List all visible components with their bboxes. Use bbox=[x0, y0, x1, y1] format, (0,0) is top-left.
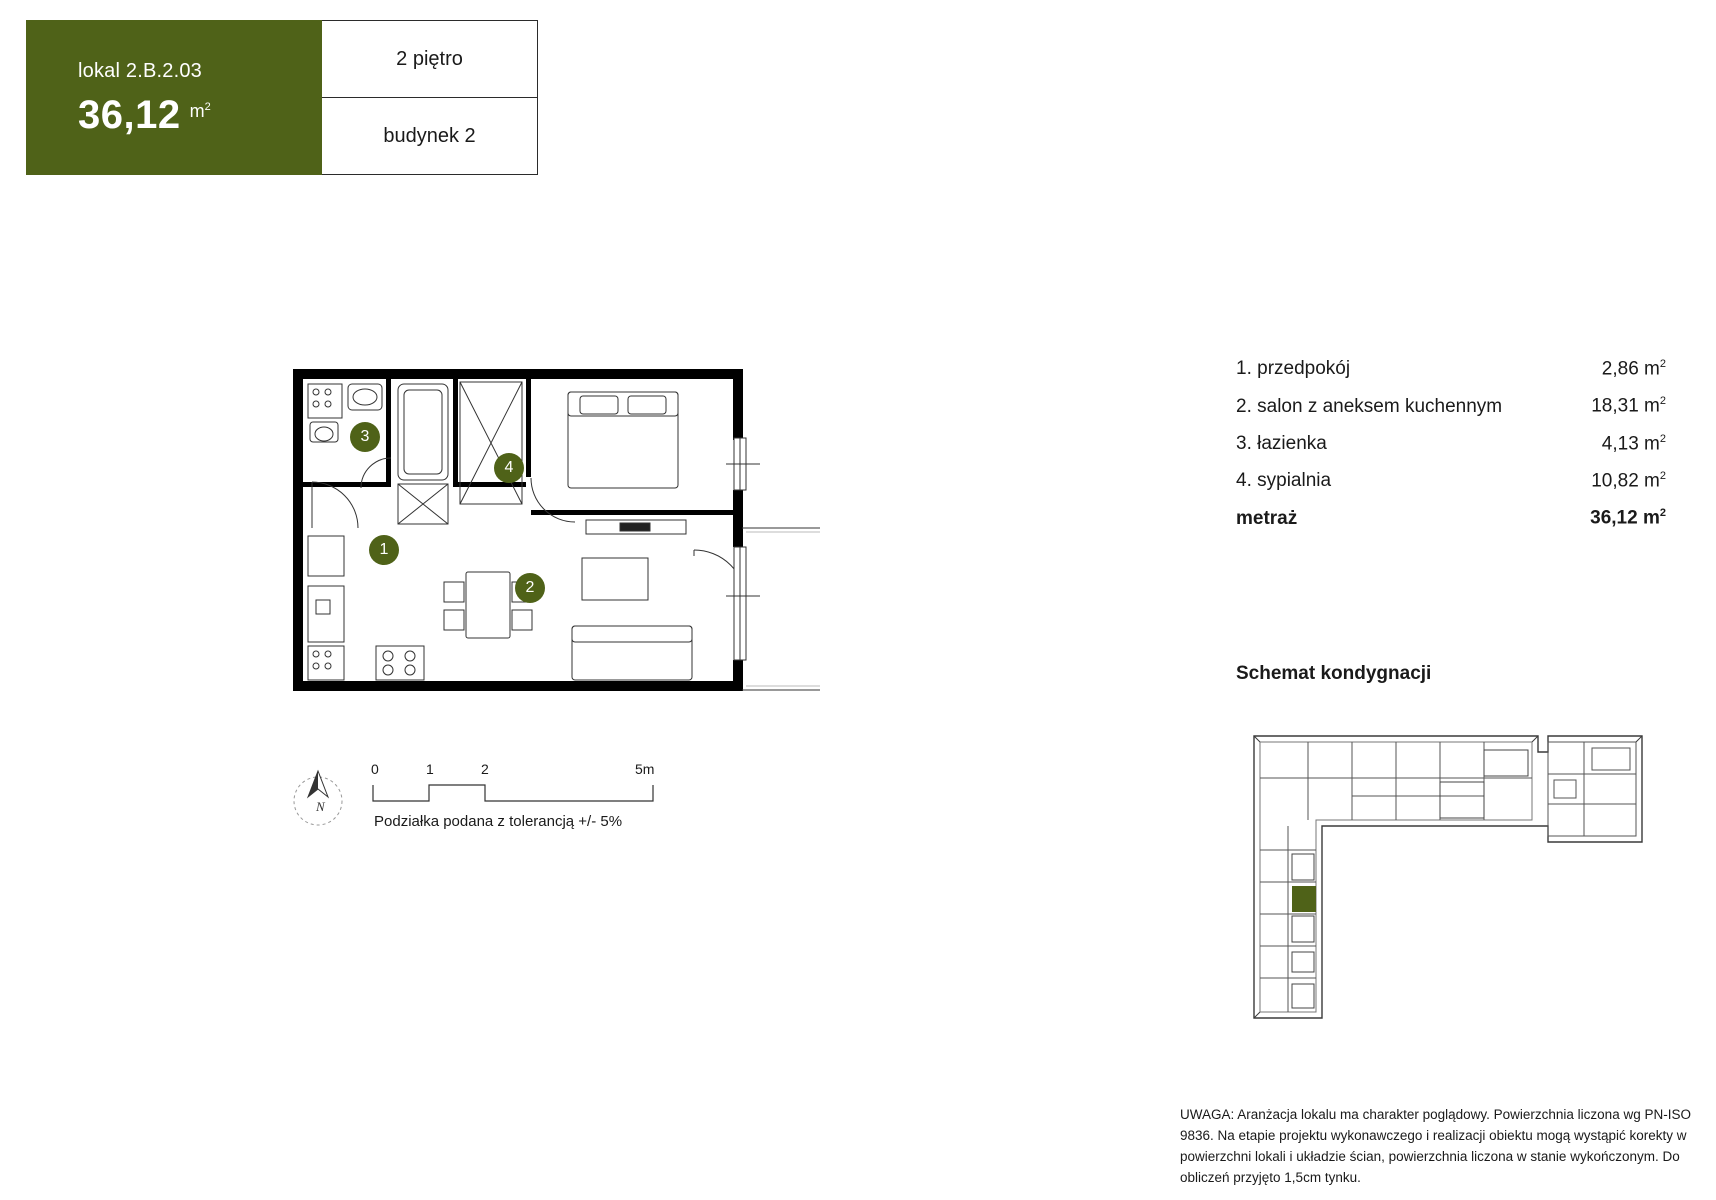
scale-bar-graphic bbox=[371, 783, 661, 805]
scale-block bbox=[286, 755, 706, 865]
unit-code-label: lokal 2.B.2.03 bbox=[78, 60, 202, 82]
legend-room-value bbox=[1602, 358, 1666, 380]
legend-row bbox=[1236, 358, 1666, 380]
legend-room-value bbox=[1602, 433, 1666, 455]
disclaimer-note: UWAGA: Aranżacja lokalu ma charakter poglądowy. Powierzchnia liczona wg PN-ISO 9836. Na etapie projektu wykonawczego i realizacji obiektu mogą wystąpić korekty w powierzchni lokali i układzie ścian, powierzchnia liczona w stanie wykończonym. Do obliczeń przyjęto 1,5cm tynku. bbox=[1180, 1107, 1691, 1185]
legend-total-value bbox=[1590, 507, 1666, 529]
scale-tick-2: 2 bbox=[481, 761, 489, 777]
legend-total-value-sup: 2 bbox=[1659, 507, 1666, 520]
legend-total-value-text: 36,12 m bbox=[1590, 507, 1660, 529]
apartment-floor-plan bbox=[290, 360, 820, 710]
legend-room-label: 4. sypialnia bbox=[1236, 470, 1332, 492]
legend-room-label: 3. łazienka bbox=[1236, 432, 1327, 454]
legend-room-value-text: 10,82 m bbox=[1591, 470, 1660, 492]
room-marker-3: 3 bbox=[350, 422, 380, 452]
room-marker-4: 4 bbox=[494, 453, 524, 483]
unit-meta-column bbox=[322, 20, 538, 175]
legend-room-value-text: 4,13 m bbox=[1601, 432, 1660, 454]
legend-room-value-sup: 2 bbox=[1659, 469, 1666, 482]
legend-row bbox=[1236, 470, 1666, 492]
legend-total-label: metraż bbox=[1236, 507, 1298, 529]
legend-room-value-sup: 2 bbox=[1659, 432, 1666, 445]
legend-room-label: 2. salon z aneksem kuchennym bbox=[1236, 395, 1503, 417]
unit-header-badge bbox=[26, 20, 538, 175]
legend-room-value bbox=[1591, 470, 1666, 492]
legend-room-value-sup: 2 bbox=[1659, 358, 1666, 370]
legend-total-row bbox=[1236, 507, 1666, 529]
unit-area-unit-text: m bbox=[189, 101, 205, 121]
legend-room-value-text: 18,31 m bbox=[1591, 395, 1660, 417]
legend-room-value-sup: 2 bbox=[1659, 395, 1666, 408]
floor-scheme-title: Schemat kondygnacji bbox=[1236, 663, 1432, 684]
unit-area-value: 36,12 bbox=[78, 93, 181, 137]
legend-room-label: 1. przedpokój bbox=[1236, 358, 1351, 380]
highlighted-unit bbox=[1292, 886, 1316, 912]
floor-scheme-drawing bbox=[1248, 730, 1648, 1030]
unit-area-unit-sup: 2 bbox=[204, 101, 211, 113]
scale-tick-0: 0 bbox=[371, 761, 379, 777]
legend-row bbox=[1236, 433, 1666, 455]
scale-tick-labels bbox=[371, 761, 661, 781]
unit-summary-box bbox=[26, 20, 322, 175]
room-marker-1: 1 bbox=[369, 535, 399, 565]
unit-building-cell: budynek 2 bbox=[322, 97, 538, 175]
unit-area-group bbox=[78, 95, 322, 135]
svg-text:N: N bbox=[316, 799, 325, 814]
unit-area-unit bbox=[190, 101, 211, 122]
legend-room-value bbox=[1591, 395, 1666, 417]
room-legend bbox=[1236, 358, 1666, 545]
scale-tick-5m: 5m bbox=[635, 761, 655, 777]
unit-floor-cell: 2 piętro bbox=[322, 20, 538, 97]
scale-tick-1: 1 bbox=[426, 761, 434, 777]
floor-scheme bbox=[1248, 730, 1648, 1030]
legend-row bbox=[1236, 395, 1666, 417]
legend-room-value-text: 2,86 m bbox=[1601, 358, 1660, 380]
room-marker-2: 2 bbox=[515, 573, 545, 603]
scale-tolerance-note: Podziałka podana z tolerancją +/- 5% bbox=[374, 813, 623, 830]
floor-plan-drawing bbox=[290, 360, 820, 710]
compass-icon bbox=[286, 765, 350, 829]
